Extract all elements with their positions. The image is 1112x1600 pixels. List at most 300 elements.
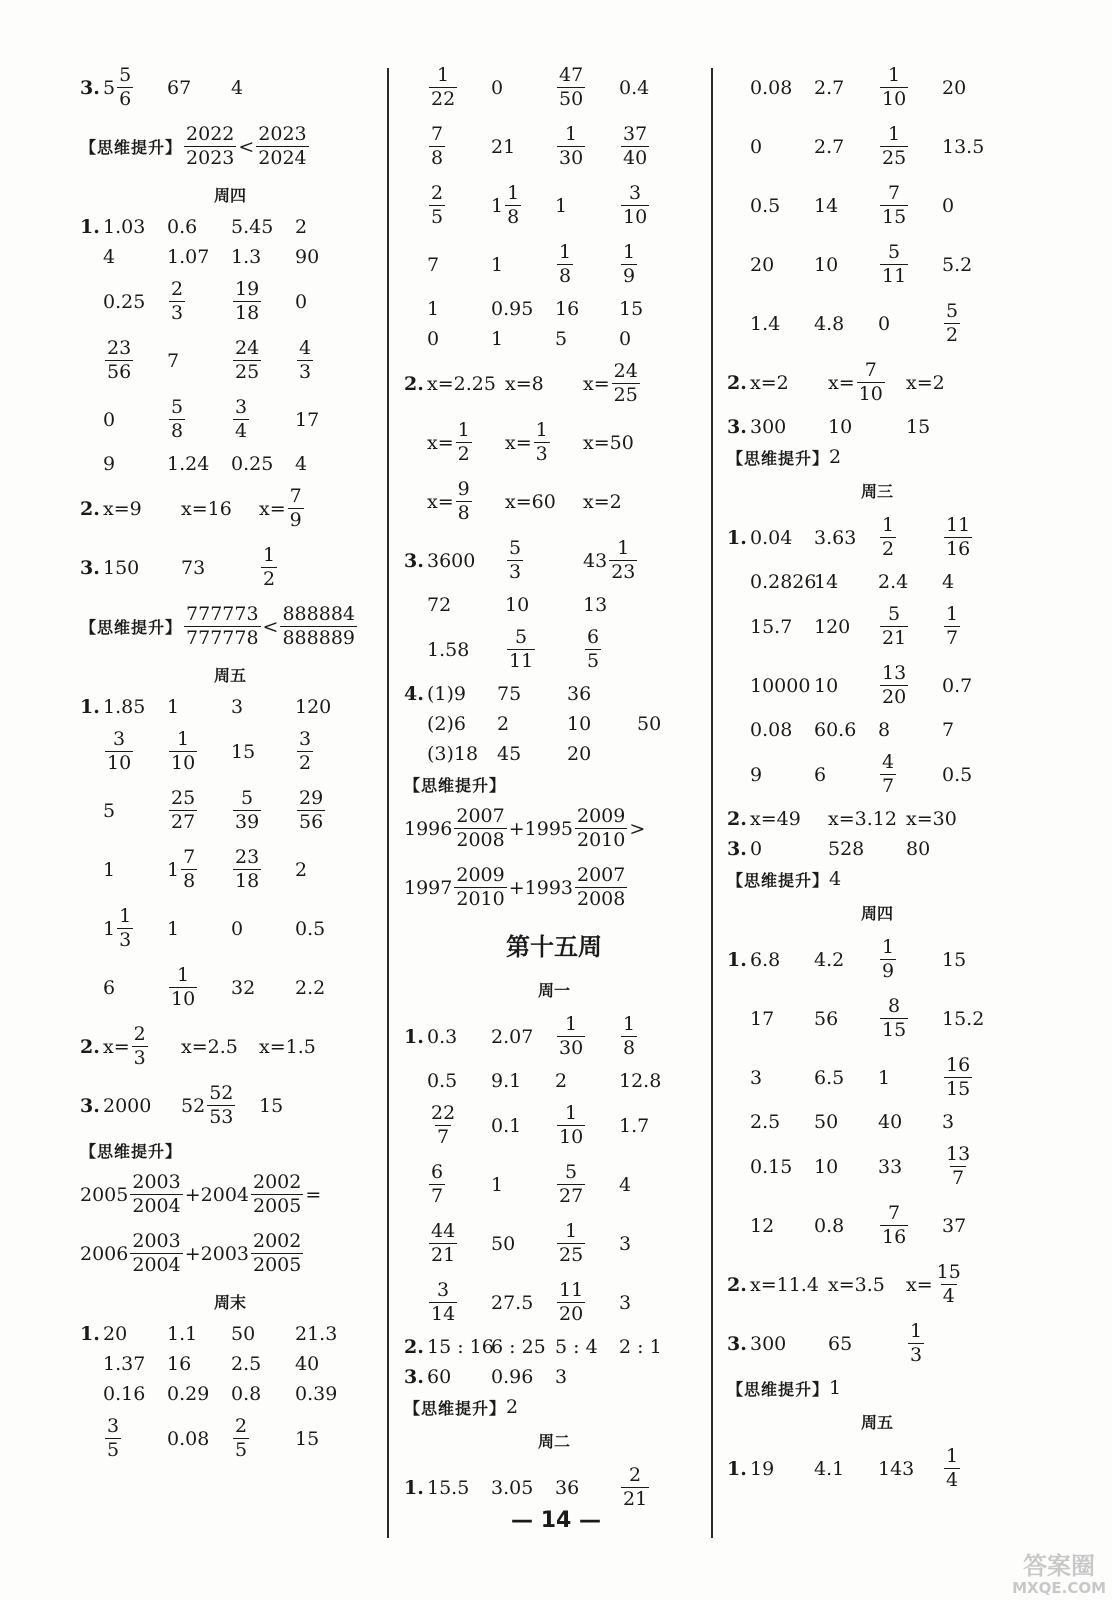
value-text: 75	[497, 683, 522, 705]
numerator: 5	[119, 64, 132, 86]
answer-cell	[750, 195, 814, 217]
answer-row	[80, 272, 380, 331]
numerator: 1	[910, 1320, 923, 1342]
answer-cell	[181, 498, 259, 520]
answer-cells	[750, 719, 1006, 741]
answer-cell	[295, 1383, 359, 1405]
answer-cell	[505, 539, 583, 582]
answer-cell	[295, 696, 359, 718]
value-text: 20	[750, 253, 775, 276]
answer-row	[727, 597, 1027, 656]
answer-cell	[167, 77, 231, 99]
question-number: 3.	[727, 838, 747, 860]
answer-cells	[103, 546, 337, 589]
value-text: 6	[103, 976, 116, 999]
denominator: 2005	[253, 1254, 302, 1276]
answer-row	[404, 354, 704, 413]
answer-cells	[750, 1322, 984, 1365]
numerator: 2007	[456, 805, 505, 827]
value-text: 56	[814, 1007, 839, 1030]
answer-cell	[583, 432, 661, 454]
fraction	[612, 362, 640, 405]
value-text: 32	[231, 976, 256, 999]
fraction	[454, 866, 506, 909]
denominator: 30	[559, 1037, 584, 1059]
value-text: 4.2	[814, 948, 845, 971]
fraction	[105, 339, 133, 382]
answer-cells	[103, 789, 359, 832]
denominator: 2	[457, 443, 470, 465]
answer-cells	[750, 1447, 1006, 1490]
value-text: 0.5	[942, 763, 973, 786]
value-text: 14	[814, 571, 839, 593]
answer-cell	[497, 713, 567, 735]
answer-cell	[567, 683, 637, 705]
denominator: 3	[509, 561, 522, 583]
value-text: 0.25	[231, 453, 274, 475]
value-text: x=3.5	[828, 1273, 885, 1296]
fraction	[534, 421, 550, 464]
section-heading: 周一	[537, 980, 570, 1000]
denominator: 50	[559, 88, 584, 110]
answer-cells	[750, 571, 1006, 593]
answer-cell	[583, 594, 661, 616]
numerator: 11	[559, 1279, 584, 1301]
value-text: 17	[295, 408, 320, 431]
answer-cell	[814, 719, 878, 741]
numerator: 2007	[577, 864, 626, 886]
value-text: 12.8	[619, 1070, 662, 1092]
answer-cells	[427, 628, 661, 671]
answer-cell	[231, 696, 295, 718]
answer-cell	[491, 1292, 555, 1314]
answer-cell	[555, 1163, 619, 1206]
numerator: 52	[209, 1082, 234, 1104]
value-text: 21	[491, 135, 516, 158]
fraction	[233, 280, 261, 323]
answer-cells	[103, 1084, 337, 1127]
answer-cell	[295, 291, 359, 313]
value-text: 1.1	[167, 1323, 198, 1345]
value-text: 0.8	[231, 1383, 262, 1405]
fraction	[880, 184, 908, 227]
value-text: 3	[750, 1066, 763, 1089]
answer-cell	[497, 683, 567, 705]
answer-row	[727, 412, 1027, 442]
section-heading: 周五	[213, 665, 246, 685]
denominator: 18	[235, 302, 260, 324]
answer-row	[404, 1273, 704, 1332]
equation	[427, 373, 496, 395]
answer-cell	[427, 373, 505, 395]
question-number: 1.	[80, 216, 100, 238]
value-text: 65	[828, 1332, 853, 1355]
fraction	[233, 1417, 249, 1460]
value-text: 1.3	[231, 246, 262, 268]
value-text: 50	[637, 713, 662, 735]
numerator: 2009	[577, 805, 626, 827]
answer-cell	[427, 683, 497, 705]
numerator: 1	[565, 1220, 578, 1242]
value-text: 15	[295, 1427, 320, 1450]
numerator: 44	[431, 1220, 456, 1242]
answer-cell	[750, 136, 814, 158]
value-text: 0.39	[295, 1383, 338, 1405]
answer-cell	[427, 1104, 491, 1147]
answer-row	[727, 930, 1027, 989]
denominator: 16	[882, 1226, 907, 1248]
answer-cell	[427, 743, 497, 765]
mixed-number	[491, 184, 523, 227]
value-text: 0.7	[942, 674, 973, 697]
value-text: 60.6	[814, 719, 857, 741]
answer-cell	[231, 246, 295, 268]
mixed-number	[167, 848, 199, 891]
answer-cells	[427, 594, 661, 616]
answer-cell	[295, 453, 359, 475]
answer-cell	[103, 246, 167, 268]
answer-column-2	[404, 58, 704, 1517]
value-text: 1	[103, 917, 116, 940]
value-text: 0.5	[295, 917, 326, 940]
answer-cell	[878, 605, 942, 648]
value-text: 43	[583, 549, 608, 572]
denominator: 9	[623, 265, 636, 287]
equation	[906, 372, 945, 394]
answer-cell	[491, 298, 555, 320]
numerator: 1	[565, 123, 578, 145]
equation	[181, 498, 232, 520]
value-text: 0	[750, 135, 763, 158]
denominator: 4	[942, 1285, 955, 1307]
denominator: 8	[457, 502, 470, 524]
value-text: 10000	[750, 674, 811, 697]
value-text: 1	[491, 328, 504, 350]
value-text: 1	[491, 194, 504, 217]
fraction	[297, 730, 313, 773]
answer-cell	[878, 184, 942, 227]
denominator: 2010	[456, 888, 505, 910]
fraction	[621, 243, 637, 286]
answer-cell	[814, 195, 878, 217]
answer-cells	[750, 1056, 1006, 1099]
answer-cell	[750, 372, 828, 394]
answer-cell	[427, 1026, 491, 1048]
answer-column-1	[80, 58, 380, 1468]
answer-cell	[167, 398, 231, 441]
value-text: 14	[814, 194, 839, 217]
question-number: 3.	[80, 1094, 100, 1117]
thinking-boost-line	[727, 1373, 1027, 1403]
numerator: 5	[888, 603, 901, 625]
fraction	[256, 125, 308, 168]
answer-cell	[427, 1222, 491, 1265]
denominator: 2008	[456, 829, 505, 851]
answer-cell	[814, 949, 878, 971]
answer-cell	[814, 527, 878, 549]
answer-row	[80, 1409, 380, 1468]
answer-cell	[167, 1353, 231, 1375]
value-text: 16	[167, 1353, 192, 1375]
value-text: 0	[750, 838, 763, 860]
value-text: x=	[505, 431, 532, 454]
value-text: 0.95	[491, 298, 534, 320]
numerator: 2009	[456, 864, 505, 886]
answer-row	[404, 1155, 704, 1214]
answer-cell	[555, 1070, 619, 1092]
answer-cell	[103, 696, 167, 718]
value-text: 72	[427, 594, 452, 616]
answer-cell	[231, 848, 295, 891]
answer-cell	[567, 713, 637, 735]
answer-cells	[427, 66, 683, 109]
fraction	[621, 1466, 649, 1509]
answer-cell	[103, 409, 167, 431]
fraction	[429, 125, 445, 168]
fraction	[575, 807, 627, 850]
value-text: 50	[491, 1232, 516, 1255]
denominator: 8	[171, 420, 184, 442]
value-text: 15.5	[427, 1476, 470, 1499]
answer-cell	[619, 1466, 683, 1509]
answer-cell	[619, 1115, 683, 1137]
thinking-boost-line	[404, 1392, 704, 1422]
answer-cell	[555, 1222, 619, 1265]
value-text: 0.08	[167, 1427, 210, 1450]
fraction	[557, 1104, 585, 1147]
numerator: 29	[299, 787, 324, 809]
thinking-boost-tag: 【思维提升】	[80, 1141, 183, 1161]
answer-cell	[103, 1353, 167, 1375]
denominator: 11	[882, 265, 907, 287]
denominator: 2	[946, 324, 959, 346]
answer-cell	[259, 1095, 337, 1117]
answer-cell	[491, 1233, 555, 1255]
question-number: 1.	[404, 1476, 424, 1499]
answer-cell	[878, 664, 942, 707]
value-text: 15	[906, 416, 931, 438]
value-text: 15	[259, 1094, 284, 1117]
answer-cells	[103, 966, 359, 1009]
answer-cell	[942, 1447, 1006, 1490]
denominator: 39	[235, 811, 260, 833]
thinking-boost-tag: 【思维提升】	[727, 870, 830, 890]
answer-cell	[814, 616, 878, 638]
answer-cell	[427, 1366, 491, 1388]
expression-line	[404, 858, 704, 917]
question-number: 3.	[404, 1366, 424, 1388]
thinking-boost-answer: 4	[829, 868, 842, 890]
question-number: 3.	[80, 556, 100, 579]
answer-cell	[427, 328, 491, 350]
fraction	[621, 1015, 637, 1058]
answer-cell	[619, 1070, 683, 1092]
answer-row	[727, 176, 1027, 235]
denominator: 888889	[282, 627, 355, 649]
numerator: 777773	[186, 603, 259, 625]
value-text: (1)9	[427, 683, 467, 705]
denominator: 6	[119, 88, 132, 110]
value-text: 5.45	[231, 216, 274, 238]
value-text: x=	[427, 490, 454, 513]
answer-cell	[750, 1008, 814, 1030]
value-text: 17	[750, 1007, 775, 1030]
numerator: 7	[888, 182, 901, 204]
answer-cell	[750, 616, 814, 638]
answer-cell	[167, 280, 231, 323]
watermark-top: 答案圈	[1023, 1552, 1096, 1581]
value-text: 3	[231, 696, 244, 718]
fraction	[880, 243, 908, 286]
denominator: 10	[858, 383, 883, 405]
answer-cells	[103, 1025, 337, 1068]
answer-cell	[231, 1417, 295, 1460]
value-text: =	[305, 1183, 322, 1206]
answer-row	[404, 590, 704, 620]
value-text: 4.8	[814, 312, 845, 335]
answer-cell	[942, 1111, 1006, 1133]
answer-cell	[750, 1111, 814, 1133]
answer-cell	[814, 764, 878, 786]
answer-cell	[167, 918, 231, 940]
answer-row	[404, 531, 704, 590]
answer-cell	[750, 1274, 828, 1296]
value-text: 143	[878, 1457, 915, 1480]
fraction	[169, 966, 197, 1009]
answer-row	[404, 235, 704, 294]
value-text: 15	[942, 948, 967, 971]
answer-row	[80, 1379, 380, 1409]
denominator: 2	[882, 538, 895, 560]
answer-cell	[259, 487, 337, 530]
denominator: 8	[623, 1037, 636, 1059]
fraction	[429, 184, 445, 227]
answer-cell	[181, 1036, 259, 1058]
value-text: 3.63	[814, 526, 857, 549]
answer-cells	[103, 280, 359, 323]
answer-cell	[814, 313, 878, 335]
thinking-boost-tag: 【思维提升】	[404, 1398, 507, 1418]
value-text: 2	[497, 713, 510, 735]
fraction	[251, 1173, 303, 1216]
fraction	[297, 339, 313, 382]
value-text: 2	[295, 858, 308, 881]
value-text: x=2	[906, 371, 945, 394]
numerator: 15	[936, 1261, 961, 1283]
value-text: 45	[497, 743, 522, 765]
answer-row	[727, 1048, 1027, 1107]
denominator: 25	[559, 1244, 584, 1266]
answer-cells	[103, 848, 359, 891]
equation	[583, 432, 634, 454]
question-number: 2.	[80, 1035, 100, 1058]
value-text: 0.25	[103, 290, 146, 313]
answer-cell	[491, 1070, 555, 1092]
fraction	[944, 1447, 960, 1490]
answer-row	[404, 324, 704, 354]
question-number: 1.	[727, 526, 747, 549]
answer-cell	[103, 291, 167, 313]
fraction	[429, 1281, 457, 1324]
answer-cell	[491, 1477, 555, 1499]
fraction	[169, 789, 197, 832]
answer-cell	[750, 675, 814, 697]
answer-cell	[619, 1015, 683, 1058]
value-text: 2.5	[750, 1111, 781, 1133]
answer-cell	[295, 859, 359, 881]
answer-cell	[583, 628, 661, 671]
value-text: 1.7	[619, 1114, 650, 1137]
question-number: 3.	[727, 416, 747, 438]
value-text: x=8	[505, 372, 544, 395]
answer-row	[727, 1314, 1027, 1373]
answer-cell	[295, 339, 359, 382]
answer-cell	[828, 1274, 906, 1296]
numerator: 1	[623, 241, 636, 263]
answer-cell	[103, 800, 167, 822]
answer-row	[404, 176, 704, 235]
denominator: 10	[559, 1126, 584, 1148]
value-text: 15.2	[942, 1007, 985, 1030]
fraction	[944, 302, 960, 345]
answer-cells	[750, 416, 984, 438]
answer-cell	[555, 1015, 619, 1058]
denominator: 25	[882, 147, 907, 169]
value-text: 0.2826	[750, 571, 817, 593]
answer-cell	[814, 571, 878, 593]
answer-row	[727, 1107, 1027, 1137]
mixed-number	[583, 539, 639, 582]
answer-cell	[814, 1458, 878, 1480]
answer-cell	[619, 1292, 683, 1314]
value-text: 67	[167, 76, 192, 99]
question-number: 3.	[80, 76, 100, 99]
answer-row	[80, 692, 380, 722]
equation	[750, 808, 801, 830]
numerator: 1	[119, 905, 132, 927]
answer-cell	[491, 1366, 555, 1388]
thinking-boost-answer: 2	[829, 446, 842, 468]
fraction	[456, 421, 472, 464]
answer-row	[404, 294, 704, 324]
value-text: 0.16	[103, 1383, 146, 1405]
answer-cell	[295, 730, 359, 773]
numerator: 22	[431, 1102, 456, 1124]
answer-cell	[750, 949, 814, 971]
answer-row	[80, 840, 380, 899]
numerator: 13	[882, 662, 907, 684]
fraction	[184, 605, 261, 648]
numerator: 3	[629, 182, 642, 204]
value-text: 16	[555, 298, 580, 320]
answer-cell	[583, 491, 661, 513]
answer-cells	[103, 487, 337, 530]
answer-cell	[231, 1353, 295, 1375]
value-text: 4	[619, 1173, 632, 1196]
answer-cell	[505, 421, 583, 464]
numerator: 5	[946, 300, 959, 322]
question-number: 1.	[727, 948, 747, 971]
question-number: 4.	[404, 683, 424, 705]
value-text: 50	[814, 1111, 839, 1133]
denominator: 2	[299, 752, 312, 774]
answer-cells	[427, 1466, 683, 1509]
numerator: 1	[177, 728, 190, 750]
answer-cell	[103, 1323, 167, 1345]
numerator: 2	[133, 1023, 146, 1045]
value-text: 6 : 25	[491, 1336, 546, 1358]
answer-cell	[103, 859, 167, 881]
